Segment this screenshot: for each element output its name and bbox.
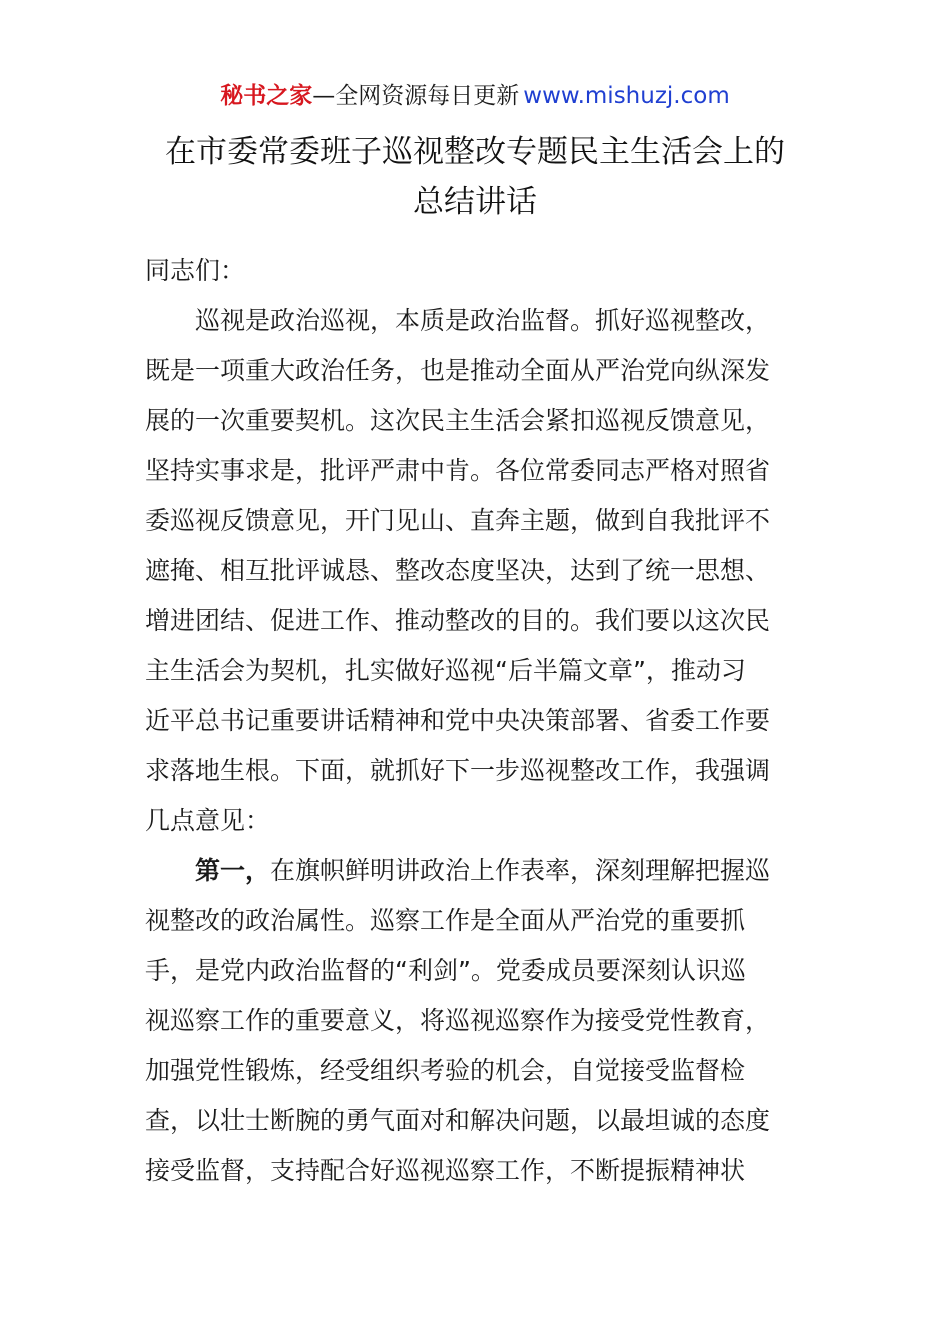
paragraph-line: 查，以壮士断腕的勇气面对和解决问题，以最坦诚的态度 bbox=[145, 1106, 771, 1135]
document-title bbox=[0, 127, 950, 227]
paragraph-line: 视整改的政治属性。巡察工作是全面从严治党的重要抓 bbox=[145, 906, 746, 935]
paragraph-line: 遮掩、相互批评诚恳、整改态度坚决，达到了统一思想、 bbox=[145, 556, 771, 585]
paragraph-line: 接受监督，支持配合好巡视巡察工作，不断提振精神状 bbox=[145, 1156, 746, 1185]
site-name[interactable]: 秘书之家 bbox=[220, 83, 313, 109]
section-1-heading-line bbox=[145, 846, 807, 896]
paragraph-line: 主生活会为契机，扎实做好巡视“后半篇文章”，推动习 bbox=[145, 656, 746, 685]
paragraph-line: 加强党性锻炼，经受组织考验的机会，自觉接受监督检 bbox=[145, 1056, 746, 1085]
paragraph-line: 几点意见： bbox=[145, 806, 271, 835]
paragraph-line: 委巡视反馈意见，开门见山、直奔主题，做到自我批评不 bbox=[145, 506, 771, 535]
site-url-link[interactable]: www.mishuzj.com bbox=[523, 83, 730, 109]
paragraph-line: 视巡察工作的重要意义，将巡视巡察作为接受党性教育， bbox=[145, 1006, 771, 1035]
section-1-label: 第一， bbox=[195, 856, 271, 885]
paragraph-line: 近平总书记重要讲话精神和党中央决策部署、省委工作要 bbox=[145, 706, 771, 735]
title-line-2: 总结讲话 bbox=[413, 184, 537, 220]
title-line-1: 在市委常委班子巡视整改专题民主生活会上的 bbox=[165, 134, 785, 170]
paragraph-line: 既是一项重大政治任务，也是推动全面从严治党向纵深发 bbox=[145, 356, 771, 385]
salutation: 同志们： bbox=[145, 256, 246, 285]
paragraph-line: 巡视是政治巡视，本质是政治监督。抓好巡视整改， bbox=[195, 306, 771, 335]
site-tagline: —全网资源每日更新 bbox=[312, 83, 520, 109]
section-1-heading: 在旗帜鲜明讲政治上作表率，深刻理解把握巡 bbox=[270, 856, 771, 885]
paragraph-line: 求落地生根。下面，就抓好下一步巡视整改工作，我强调 bbox=[145, 756, 771, 785]
paragraph-line: 坚持实事求是，批评严肃中肯。各位常委同志严格对照省 bbox=[145, 456, 771, 485]
site-header bbox=[0, 80, 950, 112]
paragraph-line: 手，是党内政治监督的“利剑”。党委成员要深刻认识巡 bbox=[145, 956, 746, 985]
document-body bbox=[145, 246, 807, 1196]
paragraph-line: 增进团结、促进工作、推动整改的目的。我们要以这次民 bbox=[145, 606, 771, 635]
paragraph-line: 展的一次重要契机。这次民主生活会紧扣巡视反馈意见， bbox=[145, 406, 771, 435]
